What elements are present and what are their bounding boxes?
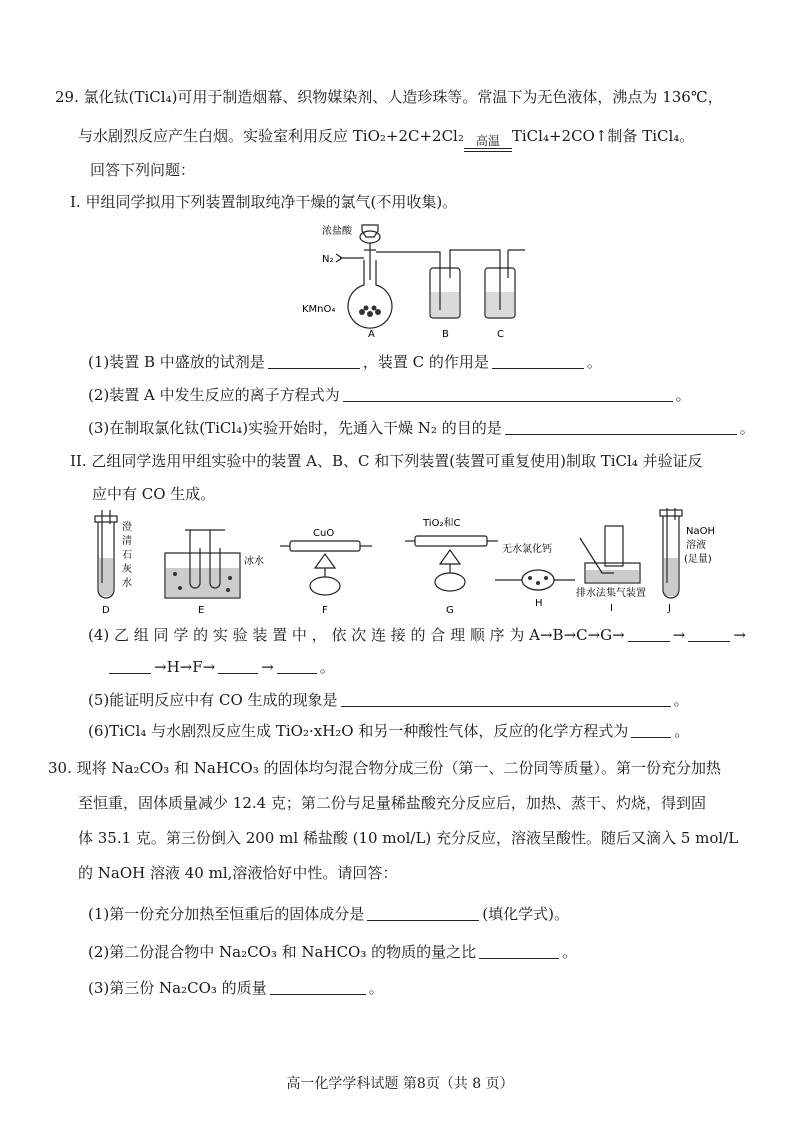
label-naoh-3: (足量) — [684, 554, 712, 565]
label-limewater-1: 澄 — [122, 522, 132, 533]
label-cacl2: 无水氯化钙 — [502, 544, 552, 555]
q29-2-end: 。 — [675, 386, 691, 404]
figure-apparatus-abc — [300, 220, 540, 345]
answer-blank[interactable] — [277, 657, 317, 674]
q30-2-end: 。 — [562, 943, 578, 961]
answer-blank[interactable] — [367, 904, 479, 921]
q29-5-text: (5)能证明反应中有 CO 生成的现象是 — [88, 691, 338, 709]
q30-line2: 至恒重，固体质量减少 12.4 克；第二份与足量稀盐酸充分反应后，加热、蒸干、灼烧，得到固 — [78, 794, 706, 812]
arrow: → — [733, 626, 746, 644]
reaction-condition — [464, 135, 512, 152]
q30-line1: 30. 现将 Na₂CO₃ 和 NaHCO₃ 的固体均匀混合物分成三份（第一、二份同等质量）。第一份充分加热 — [48, 759, 722, 777]
answer-blank[interactable] — [492, 352, 584, 369]
part-II-line1: II. 乙组同学选用甲组实验中的装置 A、B、C 和下列装置(装置可重复使用)制取 TiCl₄ 并验证反 — [70, 452, 703, 470]
tube-b-c — [450, 250, 500, 270]
answer-blank[interactable] — [270, 978, 366, 995]
label-C: C — [497, 329, 504, 340]
q30-3-end: 。 — [368, 979, 384, 997]
part-I-heading: I. 甲组同学拟用下列装置制取纯净干燥的氯气(不用收集)。 — [70, 193, 458, 211]
q29-1 — [88, 351, 602, 373]
q30-2 — [88, 941, 577, 963]
label-F: F — [322, 605, 328, 616]
q29-4-seq-2: → — [261, 658, 274, 676]
label-I: I — [610, 603, 613, 614]
label-D: D — [102, 605, 110, 616]
q30-3-text: (3)第三份 Na₂CO₃ 的质量 — [88, 979, 267, 997]
answer-blank[interactable] — [343, 385, 673, 402]
apparatus-g — [405, 536, 498, 591]
label-limewater-3: 石 — [122, 550, 132, 561]
label-G: G — [446, 605, 454, 616]
q30-2-text: (2)第二份混合物中 Na₂CO₃ 和 NaHCO₃ 的物质的量之比 — [88, 943, 477, 961]
q29-2 — [88, 384, 691, 406]
q29-4-line2 — [106, 656, 335, 678]
page-footer: 高一化学学科试题 第8页（共 8 页） — [286, 1076, 514, 1092]
q29-line1: 29. 氯化钛(TiCl₄)可用于制造烟幕、织物媒染剂、人造珍珠等。常温下为无色液体，沸点为 136℃， — [55, 88, 723, 106]
q30-1 — [88, 903, 569, 925]
q29-1-text-c: 。 — [586, 353, 602, 371]
q30-line3: 体 35.1 克。第三份倒入 200 ml 稀盐酸 (10 mol/L) 充分反应，溶液呈酸性。随后又滴入 5 mol/L — [78, 829, 739, 847]
answer-blank[interactable] — [218, 657, 258, 674]
q30-3 — [88, 977, 384, 999]
q29-4-text: (4) 乙 组 同 学 的 实 验 装 置 中 ， 依 次 连 接 的 合 理 顺 序 为 A→B→C→G→ — [88, 626, 625, 644]
tube-a-b — [376, 252, 440, 270]
label-naoh-2: 溶液 — [686, 540, 706, 551]
label-limewater-5: 水 — [122, 578, 132, 589]
q29-5-end: 。 — [673, 691, 689, 709]
q29-4-end: 。 — [319, 658, 335, 676]
label-A: A — [368, 329, 375, 340]
q29-line2 — [78, 125, 694, 152]
answer-blank[interactable] — [109, 657, 151, 674]
q30-1-end: (填化学式)。 — [482, 905, 569, 923]
answer-blank[interactable] — [628, 625, 670, 642]
arrow: → — [672, 626, 686, 644]
label-icewater: 冰水 — [244, 556, 264, 567]
label-hcl: 浓盐酸 — [322, 226, 352, 237]
q29-3 — [88, 417, 755, 439]
q30-line4: 的 NaOH 溶液 40 ml,溶液恰好中性。请回答： — [78, 864, 398, 882]
answer-blank[interactable] — [268, 352, 360, 369]
q29-4-seq-1: →H→F→ — [154, 658, 216, 676]
q29-6 — [88, 720, 689, 742]
label-kmno4: KMnO₄ — [302, 304, 336, 315]
equals-sign — [464, 148, 512, 152]
part-II-line2: 应中有 CO 生成。 — [92, 485, 216, 503]
q29-6-end: 。 — [674, 722, 690, 740]
q29-6-text: (6)TiCl₄ 与水剧烈反应生成 TiO₂·xH₂O 和另一种酸性气体，反应的化学方程式为 — [88, 722, 629, 740]
label-limewater-4: 灰 — [122, 564, 132, 575]
label-H: H — [535, 598, 543, 609]
q29-line2-a: 与水剧烈反应产生白烟。实验室利用反应 TiO₂+2C+2Cl₂ — [78, 127, 464, 145]
figure-apparatus-d-j — [80, 508, 720, 620]
apparatus-h — [495, 570, 575, 590]
q29-5 — [88, 689, 689, 711]
q30-1-text: (1)第一份充分加热至恒重后的固体成分是 — [88, 905, 365, 923]
q29-4-line1 — [88, 624, 746, 646]
condition-label: 高温 — [475, 134, 500, 148]
label-cuo: CuO — [313, 528, 335, 539]
answer-blank[interactable] — [479, 942, 559, 959]
label-B: B — [442, 329, 449, 340]
apparatus-f — [280, 541, 372, 595]
answer-blank[interactable] — [505, 418, 737, 435]
q29-3-end: 。 — [739, 419, 755, 437]
label-tio2c: TiO₂和C — [423, 518, 461, 529]
label-E: E — [198, 605, 205, 616]
label-n2: N₂ — [322, 254, 334, 265]
answer-blank[interactable] — [688, 625, 730, 642]
q29-line2-b: TiCl₄+2CO↑制备 TiCl₄。 — [511, 127, 695, 145]
q29-answer-prompt: 回答下列问题： — [90, 161, 196, 179]
q29-1-text-b: ，装置 C 的作用是 — [362, 353, 489, 371]
label-J: J — [668, 603, 671, 614]
label-naoh-1: NaOH — [686, 526, 715, 537]
label-limewater-2: 清 — [122, 536, 132, 547]
q29-2-text: (2)装置 A 中发生反应的离子方程式为 — [88, 386, 340, 404]
answer-blank[interactable] — [631, 721, 671, 738]
answer-blank[interactable] — [341, 690, 671, 707]
q29-1-text-a: (1)装置 B 中盛放的试剂是 — [88, 353, 265, 371]
label-drain: 排水法集气装置 — [576, 588, 646, 599]
q29-3-text: (3)在制取氯化钛(TiCl₄)实验开始时，先通入干燥 N₂ 的目的是 — [88, 419, 502, 437]
